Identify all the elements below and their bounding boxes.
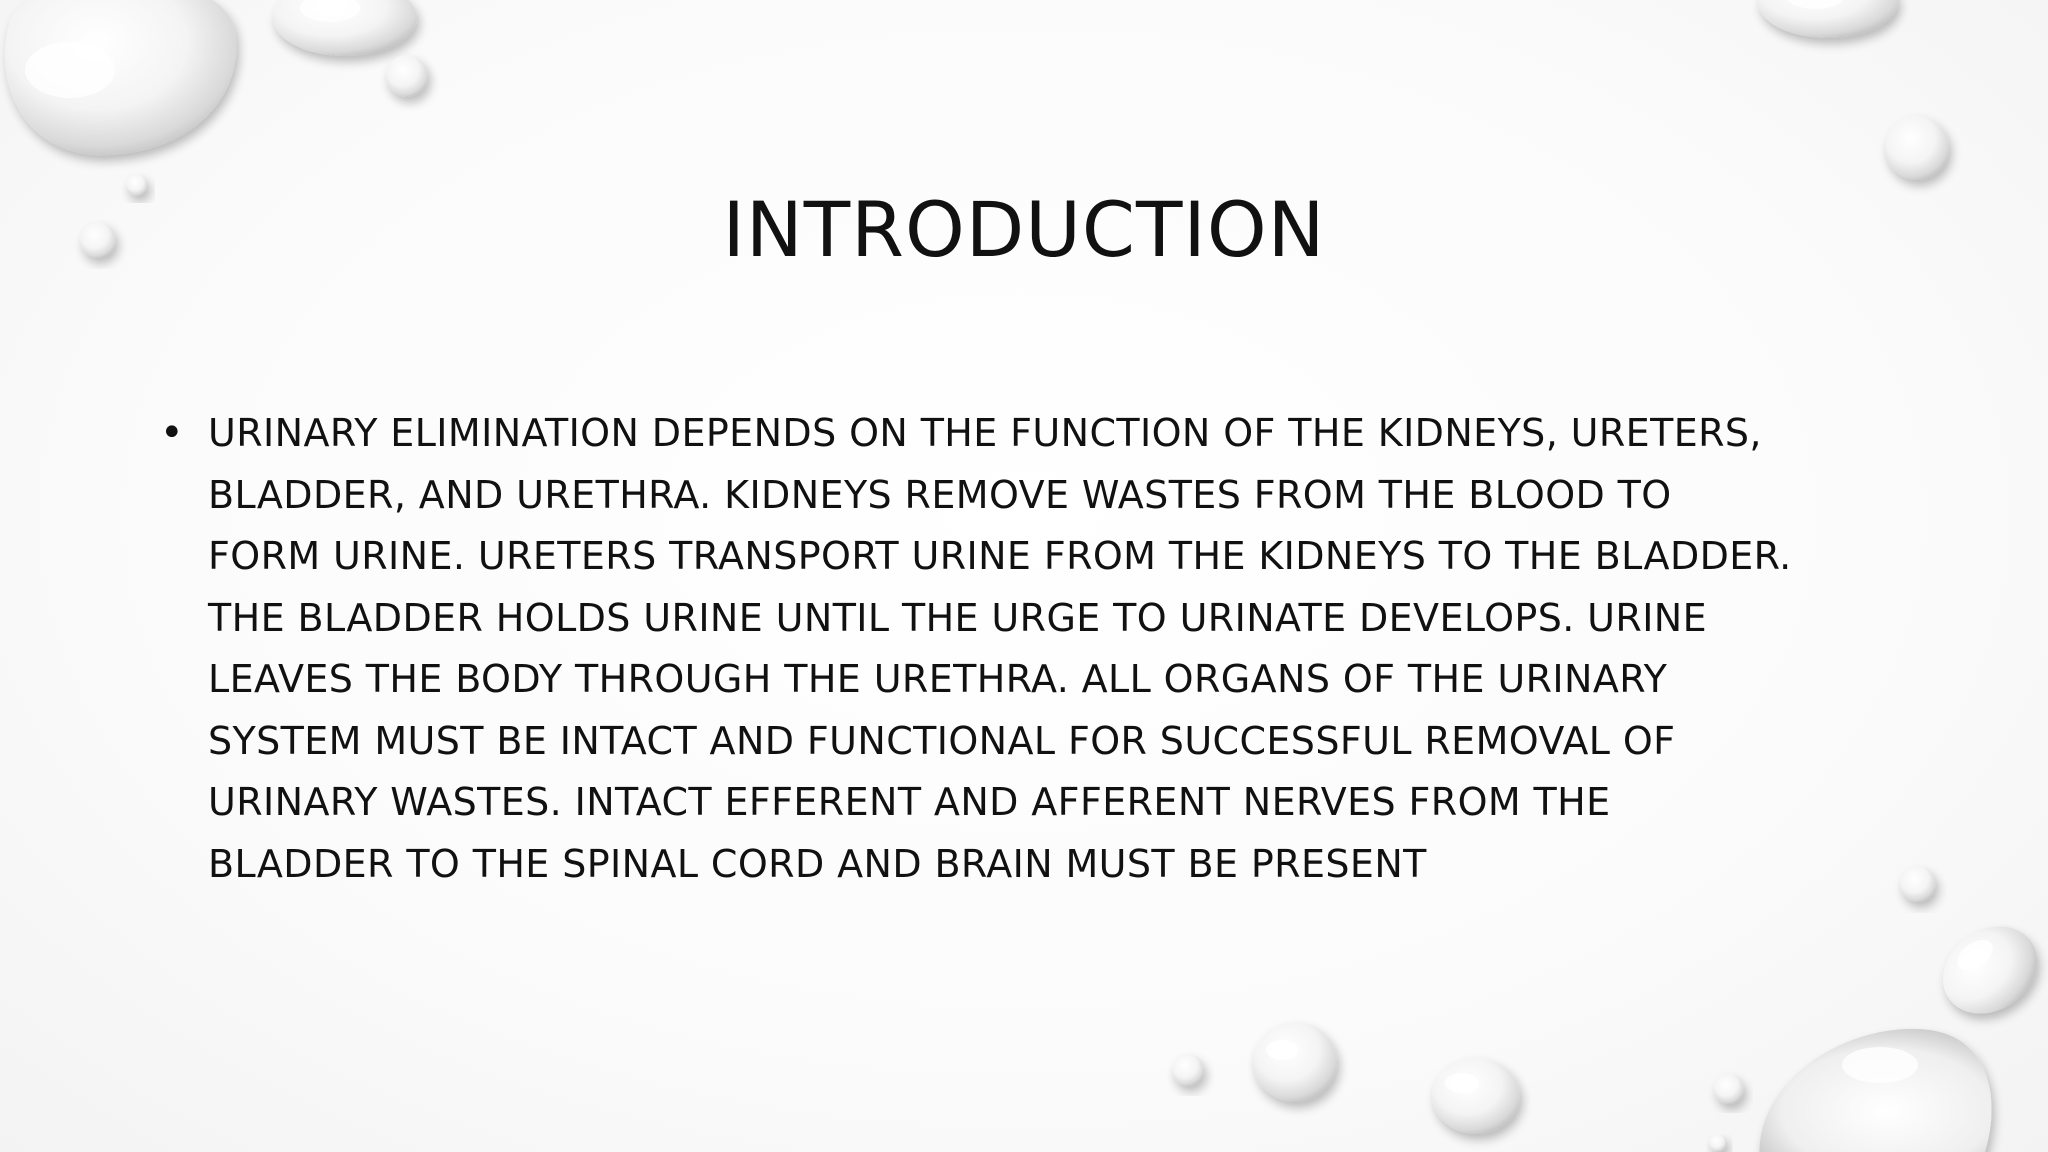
bullet-line: URINARY ELIMINATION DEPENDS ON THE FUNCTION OF THE KIDNEYS, URETERS, [208, 411, 1762, 455]
drop-bottom-small-1 [1172, 1054, 1204, 1086]
drop-top-left-small-1 [386, 55, 428, 97]
bullet-line: SYSTEM MUST BE INTACT AND FUNCTIONAL FOR SUCCESSFUL REMOVAL OF [208, 718, 1676, 763]
bullet-line: BLADDER, AND URETHRA. KIDNEYS REMOVE WASTES FROM THE BLOOD TO [208, 472, 1672, 517]
drop-bottom-medium-1 [1253, 1022, 1337, 1102]
drop-right-small [1900, 866, 1936, 902]
bullet-line: FORM URINE. URETERS TRANSPORT URINE FROM THE KIDNEYS TO THE BLADDER. [208, 534, 1792, 578]
drop-bottom-medium-2 [1432, 1058, 1520, 1134]
drop-top-left-large [5, 0, 236, 155]
drop-top-right-medium [1885, 116, 1949, 180]
bullet-item [160, 403, 1900, 895]
drop-right-medium [1926, 909, 2048, 1032]
bullet-line: THE BLADDER HOLDS URINE UNTIL THE URGE TO URINATE DEVELOPS. URINE [208, 595, 1708, 640]
bullet-line: URINARY WASTES. INTACT EFFERENT AND AFFERENT NERVES FROM THE [208, 780, 1611, 824]
drop-bottom-right-large [1759, 1029, 1991, 1152]
bullet-line: LEAVES THE BODY THROUGH THE URETHRA. ALL ORGANS OF THE URINARY [208, 657, 1668, 701]
drop-top-left-medium [273, 0, 417, 56]
drop-bottom-small-2 [1714, 1074, 1744, 1104]
bullet-list [160, 403, 1900, 895]
drop-top-right-large [1758, 0, 1898, 38]
bullet-line: BLADDER TO THE SPINAL CORD AND BRAIN MUST BE PRESENT [208, 841, 1427, 886]
bullet-marker: • [160, 410, 184, 456]
drop-bottom-small-3 [1709, 1134, 1727, 1152]
slide-title: INTRODUCTION [722, 185, 1326, 274]
bullet-text [208, 403, 1900, 895]
